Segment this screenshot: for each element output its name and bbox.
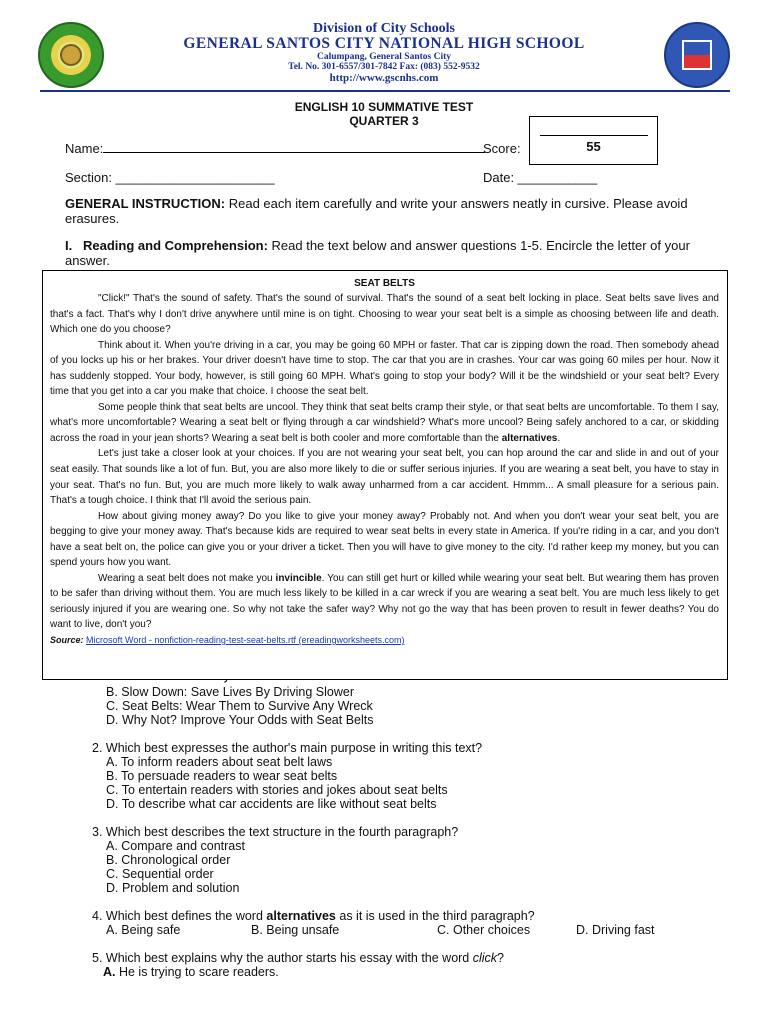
school-seal-logo [38, 22, 104, 88]
q5-option-a[interactable] [103, 965, 279, 979]
q1-option-c[interactable]: C. Seat Belts: Wear Them to Survive Any Wreck [106, 699, 373, 713]
q2-option-a[interactable]: A. To inform readers about seat belt laws [106, 755, 333, 769]
general-instruction [65, 196, 705, 226]
q2-option-c[interactable]: C. To entertain readers with stories and jokes about seat belts [106, 783, 448, 797]
test-quarter: QUARTER 3 [349, 114, 419, 128]
source-label: Source: [50, 635, 84, 646]
q5-option-a-text: He is trying to scare readers. [115, 965, 279, 979]
general-instruction-label: GENERAL INSTRUCTION: [65, 196, 226, 211]
p3-text-end: . [557, 432, 561, 444]
section-one-text: Read the text below and answer questions 1-5. Encircle the letter of your answer. [65, 238, 690, 268]
passage-title: SEAT BELTS [354, 278, 415, 289]
school-name: GENERAL SANTOS CITY NATIONAL HIGH SCHOOL [183, 35, 585, 52]
q3-option-b[interactable]: B. Chronological order [106, 853, 231, 867]
q2-option-b[interactable]: B. To persuade readers to wear seat belts [106, 769, 338, 783]
section-number: I. [65, 238, 73, 253]
passage-source [50, 634, 719, 646]
passage-paragraph-4: Let's just take a closer look at your choices. If you are not wearing your seat belt, you can hop around the car and slide in and out of your seat easily. That sounds like a lot of fun. But, you are also more likely to die or suffer serious injuries. If you are wearing a seat belt, you have to stay in your seat. That's no fun. But, you are much more likely to walk away unharmed from a car accident. Hmmm... A small pleasure for a serious pain. That's a tough choice. I think that I'll avoid the serious pain. [50, 448, 719, 507]
p3-text-start: Some people think that seat belts are uncool. They think that seat belts cramp their style, or that seat belts are uncomfortable. To them I say, what's more uncomfortable? Wearing a seat belt or flying through a car windshield? What's more uncool? Being safely anchored to a car, or skidding across the road in your jean shorts? Wearing a seat belt is both cooler and more comfortable than the [50, 401, 719, 444]
q4-stem-start: 4. Which best defines the word [92, 909, 267, 923]
school-phone: Tel. No. 301-6557/301-7842 Fax: (083) 552-9532 [288, 62, 480, 72]
q5-stem-end: ? [497, 951, 504, 965]
q2-option-d[interactable]: D. To describe what car accidents are like without seat belts [106, 797, 437, 811]
q5-stem-keyword: click [472, 951, 498, 965]
p6-text-end: . You can still get hurt or killed while wearing your seat belt. But wearing them has proven to be safer than driving without them. You are much less likely to be killed in a car wreck if you are wearing a seat belt. You are much less likely to get seriously injured if you are wearing one. So why not take the safer way? Why not go the way that has been proven to result in fewer deaths? You do want to live, don't you? [50, 572, 719, 631]
q4-option-b[interactable]: B. Being unsafe [251, 923, 340, 937]
q1-option-b[interactable]: B. Slow Down: Save Lives By Driving Slower [106, 685, 355, 699]
q1-option-d[interactable]: D. Why Not? Improve Your Odds with Seat Belts [106, 713, 374, 727]
q5-stem [92, 951, 504, 965]
section-field[interactable]: Section: ______________________ [65, 170, 275, 185]
q4-stem [92, 909, 535, 923]
q4-option-a[interactable]: A. Being safe [106, 923, 181, 937]
passage-paragraph-5: How about giving money away? Do you like to give your money away? Probably not. And when you don't wear your seat belt, you are begging to give your money away. That's because kids are required to wear seat belts in every state in America. If you're riding in a car, and you don't have a seat belt on, the police can give you or your driver a ticket. Then you will have to give money to the city. I'd rather keep my money, but you can spend yours how you want. [50, 510, 719, 569]
q5-stem-start: 5. Which best explains why the author starts his essay with the word [92, 951, 473, 965]
header-text [108, 22, 660, 84]
division-name: Division of City Schools [313, 21, 455, 36]
q3-stem: 3. Which best describes the text structure in the fourth paragraph? [92, 825, 459, 839]
name-label: Name: [65, 141, 104, 156]
q4-stem-keyword: alternatives [266, 909, 336, 923]
q3-option-d[interactable]: D. Problem and solution [106, 881, 240, 895]
header-divider [40, 90, 730, 92]
q4-stem-end: as it is used in the third paragraph? [335, 909, 535, 923]
score-value: 55 [586, 139, 601, 154]
school-url: http://www.gscnhs.com [329, 72, 439, 84]
passage-paragraph-3 [50, 400, 719, 447]
q2-stem: 2. Which best expresses the author's main purpose in writing this text? [92, 741, 483, 755]
name-blank[interactable] [103, 141, 485, 153]
q4-option-d[interactable]: D. Driving fast [576, 923, 655, 937]
q5-option-a-letter: A. [103, 965, 116, 979]
q4-option-c[interactable]: C. Other choices [437, 923, 531, 937]
p3-keyword: alternatives [501, 432, 558, 444]
general-instruction-text: Read each item carefully and write your answers neatly in cursive. Please avoid erasures. [65, 196, 688, 226]
p6-text-start: Wearing a seat belt does not make you [98, 572, 276, 584]
q3-option-a[interactable]: A. Compare and contrast [106, 839, 245, 853]
school-header [38, 22, 730, 88]
school-address: Calumpang, General Santos City [316, 52, 452, 62]
score-label: Score: [483, 141, 521, 156]
score-underline [540, 135, 648, 136]
passage-paragraph-2: Think about it. When you're driving in a car, you may be going 60 MPH or faster. That car is zipping down the road. Then somebody ahead of you locks up his or her brakes. Your driver doesn't have time to stop. The car that you are in crashes. Your car was going 60 miles per hour. Now it has suddenly stopped. Your body, however, is still going 60 MPH. What's going to stop your body? Will it be the windshield or your seat belt? Every time that you get into a car you make that choice. I choose the seat belt. [50, 339, 719, 398]
deped-seal-logo [664, 22, 730, 88]
score-box [529, 116, 658, 165]
q3-option-c[interactable]: C. Sequential order [106, 867, 214, 881]
section-one-instruction [65, 238, 705, 268]
passage-paragraph-1: "Click!" That's the sound of safety. That's the sound of survival. That's the sound of a seat belt locking in place. Seat belts save lives and that's a fact. That's why I don't drive anywhere until mine is on tight. Choosing to wear your seat belt is a simple as choosing between life and death. Which one do you choose? [50, 293, 719, 336]
source-link[interactable]: Microsoft Word - nonfiction-reading-test-seat-belts.rtf (ereadingworksheets.com) [86, 635, 405, 646]
reading-passage-box [42, 270, 728, 680]
passage-paragraph-6 [50, 571, 719, 633]
section-one-label: Reading and Comprehension: [83, 238, 268, 253]
date-field[interactable]: Date: ___________ [483, 170, 598, 185]
test-title: ENGLISH 10 SUMMATIVE TEST [294, 100, 474, 114]
name-field[interactable] [65, 141, 485, 156]
p6-keyword: invincible [275, 572, 322, 584]
